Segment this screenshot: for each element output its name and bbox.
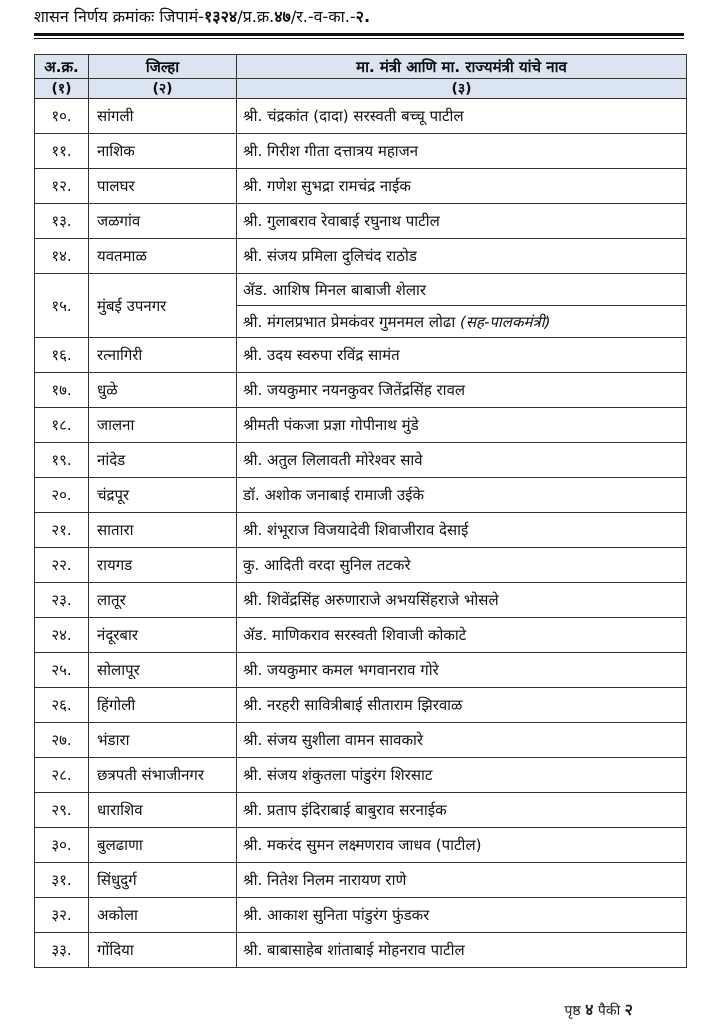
minister-name: श्री. प्रताप इंदिराबाई बाबुराव सरनाईक [237, 793, 687, 828]
table-row [35, 548, 687, 583]
minister-name: श्री. चंद्रकांत (दादा) सरस्वती बच्चू पाटील [237, 99, 687, 134]
district-name: रत्नागिरी [89, 338, 237, 373]
serial-number: १०. [35, 99, 89, 134]
column-number: (१) [35, 79, 89, 99]
page-of: पैकी [597, 1003, 621, 1019]
header-district: जिल्हा [89, 55, 237, 79]
table-row [35, 408, 687, 443]
ministers-table [34, 54, 687, 968]
column-number: (३) [237, 79, 687, 99]
table-row [35, 828, 687, 863]
table-row [35, 443, 687, 478]
serial-number: २९. [35, 793, 89, 828]
minister-name: श्री. मकरंद सुमन लक्ष्मणराव जाधव (पाटील) [237, 828, 687, 863]
district-name: नांदेड [89, 443, 237, 478]
serial-number: ३३. [35, 933, 89, 968]
district-name: धाराशिव [89, 793, 237, 828]
co-guardian-note: (सह-पालकमंत्री) [460, 312, 551, 331]
serial-number: १५. [35, 274, 89, 338]
serial-number: २८. [35, 758, 89, 793]
district-name: मुंबई उपनगर [89, 274, 237, 338]
table-row [35, 653, 687, 688]
reference-number: १३२४ [203, 7, 238, 26]
table-row [35, 99, 687, 134]
table-row [35, 274, 687, 306]
table-row [35, 688, 687, 723]
minister-name: श्री. संजय प्रमिला दुलिचंद राठोड [237, 239, 687, 274]
minister-name: श्री. बाबासाहेब शांताबाई मोहनराव पाटील [237, 933, 687, 968]
table-row [35, 723, 687, 758]
minister-name: श्री. जयकुमार नयनकुवर जितेंद्रसिंह रावल [237, 373, 687, 408]
minister-name: श्री. शंभूराज विजयादेवी शिवाजीराव देसाई [237, 513, 687, 548]
table-row [35, 793, 687, 828]
table-row [35, 758, 687, 793]
district-name: सोलापूर [89, 653, 237, 688]
district-name: बुलढाणा [89, 828, 237, 863]
table-row [35, 898, 687, 933]
serial-number: ३०. [35, 828, 89, 863]
district-name: भंडारा [89, 723, 237, 758]
district-name: सांगली [89, 99, 237, 134]
minister-name: श्री. आकाश सुनिता पांडुरंग फुंडकर [237, 898, 687, 933]
reference-last: २. [355, 7, 371, 26]
page-label: पृष्ठ [564, 1003, 581, 1019]
table-column-number-row [35, 79, 687, 99]
minister-name: कु. आदिती वरदा सुनिल तटकरे [237, 548, 687, 583]
serial-number: १२. [35, 169, 89, 204]
header-rule-thin [34, 38, 684, 39]
table-row [35, 863, 687, 898]
minister-name: श्री. शिवेंद्रसिंह अरुणाराजे अभयसिंहराजे भोसले [237, 583, 687, 618]
minister-name: श्री. संजय सुशीला वामन सावकारे [237, 723, 687, 758]
minister-name: डॉ. अशोक जनाबाई रामाजी उईके [237, 478, 687, 513]
serial-number: २०. [35, 478, 89, 513]
district-name: लातूर [89, 583, 237, 618]
table-row [35, 204, 687, 239]
reference-prefix: शासन निर्णय क्रमांकः जिपामं- [34, 7, 204, 26]
table-row [35, 338, 687, 373]
serial-number: १४. [35, 239, 89, 274]
minister-name: ॲड. आशिष मिनल बाबाजी शेलार [237, 274, 687, 306]
table-row [35, 513, 687, 548]
minister-name: श्री. गणेश सुभद्रा रामचंद्र नाईक [237, 169, 687, 204]
minister-name: श्री. अतुल लिलावती मोरेश्वर सावे [237, 443, 687, 478]
minister-name: ॲड. माणिकराव सरस्वती शिवाजी कोकाटे [237, 618, 687, 653]
serial-number: २५. [35, 653, 89, 688]
district-name: यवतमाळ [89, 239, 237, 274]
minister-name: श्री. संजय शंकुतला पांडुरंग शिरसाट [237, 758, 687, 793]
serial-number: २३. [35, 583, 89, 618]
district-name: नंदूरबार [89, 618, 237, 653]
minister-name: श्री. उदय स्वरुपा रविंद्र सामंत [237, 338, 687, 373]
district-name: जालना [89, 408, 237, 443]
table-row [35, 169, 687, 204]
serial-number: १८. [35, 408, 89, 443]
serial-number: १७. [35, 373, 89, 408]
serial-number: २१. [35, 513, 89, 548]
page-footer [564, 998, 633, 1020]
reference-suffix: /र.-व-का.- [290, 7, 356, 26]
table-row [35, 933, 687, 968]
minister-name: श्रीमती पंकजा प्रज्ञा गोपीनाथ मुंडे [237, 408, 687, 443]
reference-mid: /प्र.क्र. [237, 7, 275, 26]
serial-number: २२. [35, 548, 89, 583]
serial-number: २४. [35, 618, 89, 653]
district-name: नाशिक [89, 134, 237, 169]
header-rule-thick [34, 33, 684, 36]
serial-number: १३. [35, 204, 89, 239]
serial-number: १६. [35, 338, 89, 373]
minister-name-text: श्री. मंगलप्रभात प्रेमकंवर गुमनमल लोढा [243, 312, 456, 331]
table-row [35, 478, 687, 513]
district-name: गोंदिया [89, 933, 237, 968]
table-row [35, 239, 687, 274]
district-name: सातारा [89, 513, 237, 548]
minister-name: श्री. जयकुमार कमल भगवानराव गोरे [237, 653, 687, 688]
table-row [35, 583, 687, 618]
serial-number: २७. [35, 723, 89, 758]
column-number: (२) [89, 79, 237, 99]
serial-number: ३२. [35, 898, 89, 933]
table-row [35, 373, 687, 408]
header-minister-name: मा. मंत्री आणि मा. राज्यमंत्री यांचे नाव [237, 55, 687, 79]
district-name: चंद्रपूर [89, 478, 237, 513]
minister-name: श्री. गुलाबराव रेवाबाई रघुनाथ पाटील [237, 204, 687, 239]
page-number: ४ [585, 1000, 594, 1019]
minister-name: श्री. नरहरी सावित्रीबाई सीताराम झिरवाळ [237, 688, 687, 723]
table-row [35, 134, 687, 169]
document-reference [34, 6, 684, 28]
minister-name [237, 306, 687, 338]
page-total: २ [624, 1000, 633, 1019]
serial-number: ११. [35, 134, 89, 169]
table-header-row [35, 55, 687, 79]
header-serial: अ.क्र. [35, 55, 89, 79]
serial-number: २६. [35, 688, 89, 723]
serial-number: १९. [35, 443, 89, 478]
district-name: जळगांव [89, 204, 237, 239]
minister-name: श्री. नितेश निलम नारायण राणे [237, 863, 687, 898]
district-name: हिंगोली [89, 688, 237, 723]
district-name: पालघर [89, 169, 237, 204]
district-name: छत्रपती संभाजीनगर [89, 758, 237, 793]
reference-case: ४७ [274, 7, 291, 26]
minister-name: श्री. गिरीश गीता दत्तात्रय महाजन [237, 134, 687, 169]
district-name: रायगड [89, 548, 237, 583]
serial-number: ३१. [35, 863, 89, 898]
district-name: धुळे [89, 373, 237, 408]
district-name: सिंधुदुर्ग [89, 863, 237, 898]
district-name: अकोला [89, 898, 237, 933]
table-row [35, 618, 687, 653]
